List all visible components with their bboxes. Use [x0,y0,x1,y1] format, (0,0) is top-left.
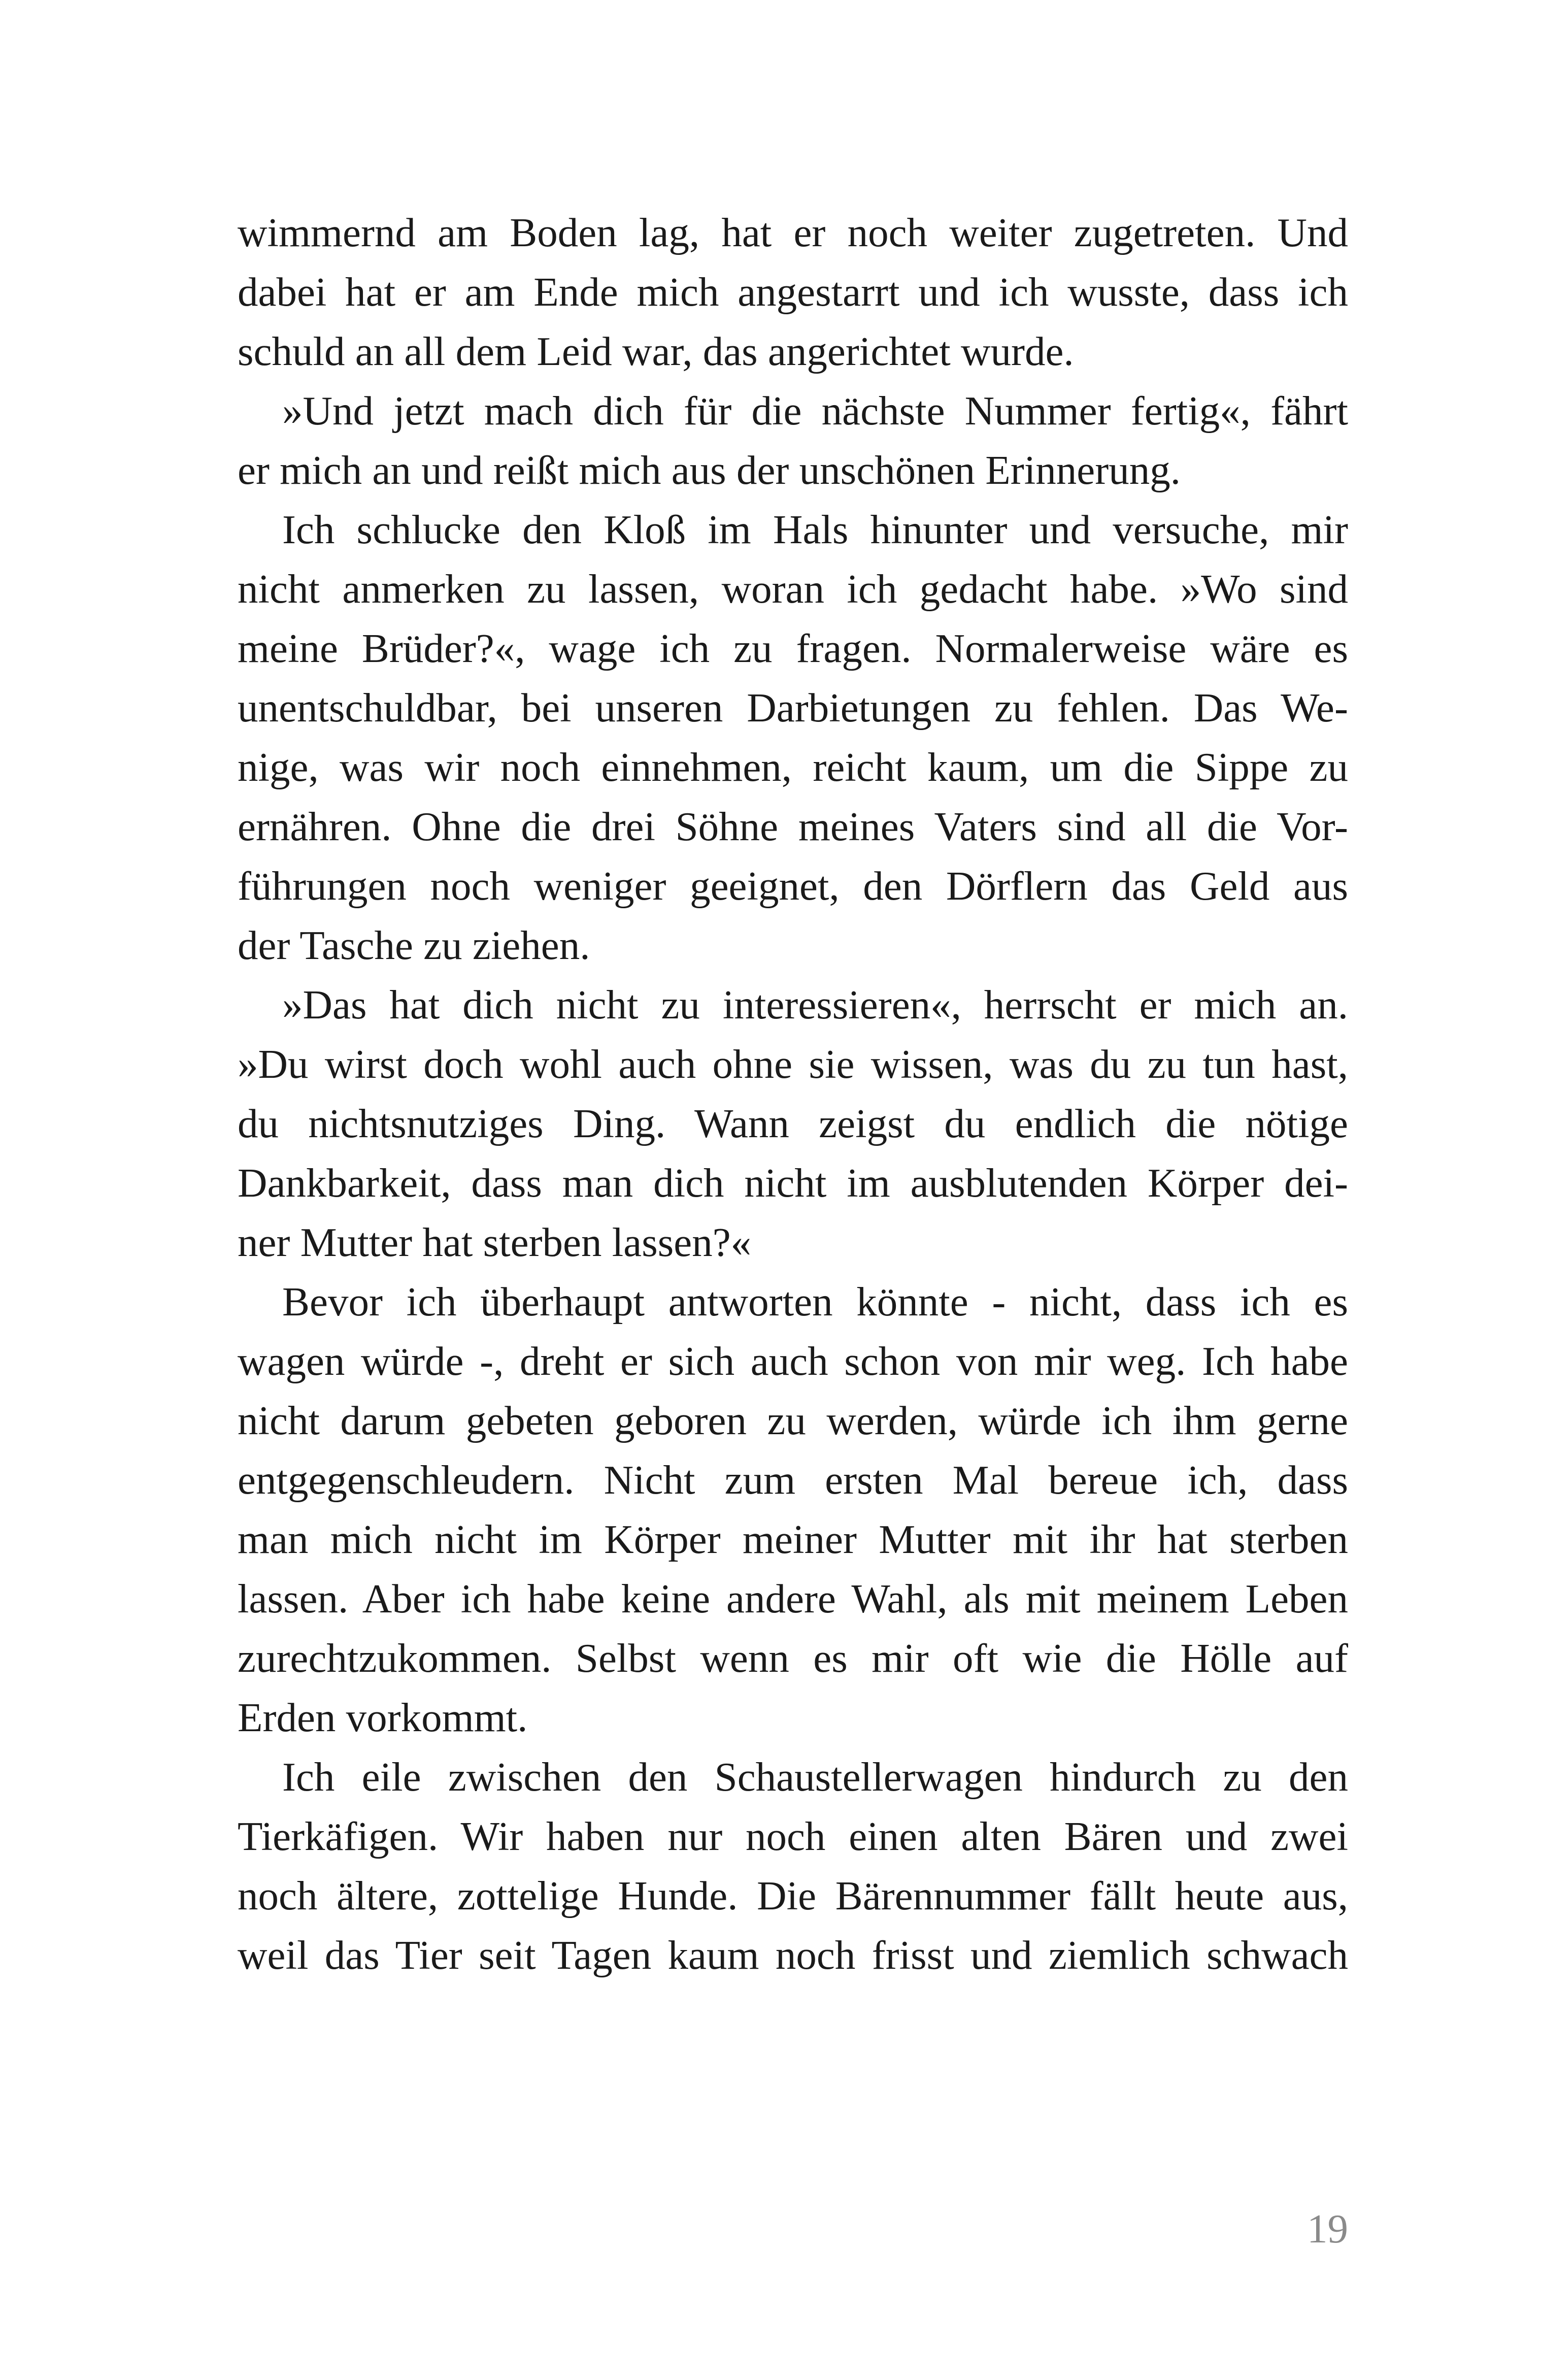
text-line: ner Mutter hat sterben lassen?« [238,1219,752,1265]
text-line: noch ältere, zottelige Hunde. Die Bärennummer fällt heute aus, [238,1873,1348,1919]
text-line: »Das hat dich nicht zu interessieren«, herrscht er mich an. [282,982,1348,1028]
text-line: zurechtzukommen. Selbst wenn es mir oft wie die Hölle auf [238,1635,1348,1681]
text-line: meine Brüder?«, wage ich zu fragen. Normalerweise wäre es [238,625,1348,671]
text-line: der Tasche zu ziehen. [238,922,590,968]
text-line: Bevor ich überhaupt antworten könnte - nicht, dass ich es [282,1279,1348,1325]
text-line: Ich eile zwischen den Schaustellerwagen hindurch zu den [282,1754,1348,1800]
text-line: »Du wirst doch wohl auch ohne sie wissen, was du zu tun hast, [238,1041,1348,1087]
page-number: 19 [1307,2206,1348,2252]
text-line: »Und jetzt mach dich für die nächste Nummer fertig«, fährt [282,388,1348,434]
text-line: unentschuldbar, bei unseren Darbietungen zu fehlen. Das We- [238,685,1348,731]
text-line: wagen würde -, dreht er sich auch schon von mir weg. Ich habe [238,1338,1348,1384]
text-line: lassen. Aber ich habe keine andere Wahl, als mit meinem Leben [238,1576,1348,1622]
text-line: entgegenschleudern. Nicht zum ersten Mal bereue ich, dass [238,1457,1348,1503]
text-line: ernähren. Ohne die drei Söhne meines Vaters sind all die Vor- [238,804,1348,849]
text-line: du nichtsnutziges Ding. Wann zeigst du endlich die nötige [238,1101,1348,1146]
text-line: Erden vorkommt. [238,1695,528,1740]
text-line: er mich an und reißt mich aus der unschönen Erinnerung. [238,447,1181,493]
text-line: nige, was wir noch einnehmen, reicht kaum, um die Sippe zu [238,744,1348,790]
text-line: führungen noch weniger geeignet, den Dörflern das Geld aus [238,863,1348,909]
text-line: nicht darum gebeten geboren zu werden, würde ich ihm gerne [238,1398,1348,1443]
text-line: dabei hat er am Ende mich angestarrt und ich wusste, dass ich [238,269,1348,315]
text-line: man mich nicht im Körper meiner Mutter mit ihr hat sterben [238,1516,1348,1562]
text-line: wimmernd am Boden lag, hat er noch weiter zugetreten. Und [238,210,1348,255]
text-line: schuld an all dem Leid war, das angerichtet wurde. [238,328,1074,374]
text-line: nicht anmerken zu lassen, woran ich gedacht habe. »Wo sind [238,566,1348,612]
text-line: Dankbarkeit, dass man dich nicht im ausblutenden Körper dei- [238,1160,1348,1206]
text-line: Ich schlucke den Kloß im Hals hinunter und versuche, mir [282,507,1348,552]
text-line: Tierkäfigen. Wir haben nur noch einen alten Bären und zwei [238,1813,1348,1859]
body-text [238,203,1348,1985]
text-line: weil das Tier seit Tagen kaum noch frisst und ziemlich schwach [238,1932,1348,1978]
